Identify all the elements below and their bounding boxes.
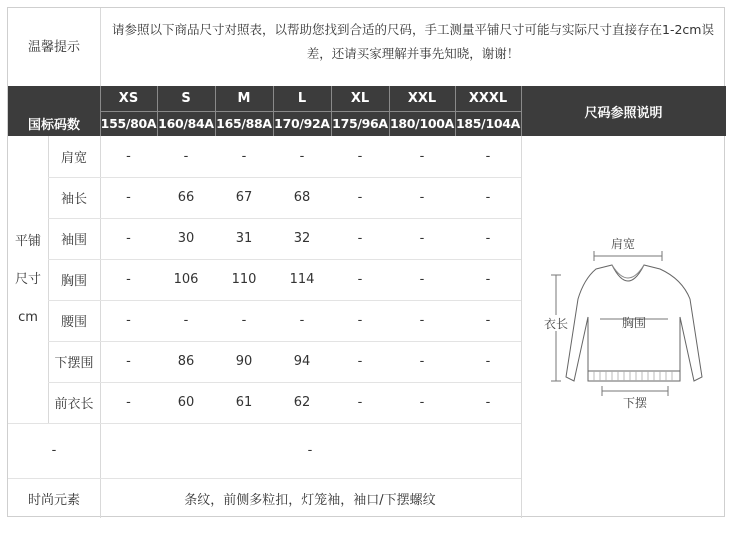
row-value: 30 [177,231,195,246]
row-value: 114 [289,272,315,287]
row-value: - [485,231,491,246]
row-value: - [126,313,131,328]
row-value: - [241,313,247,328]
row-value: 62 [293,395,311,410]
gb-code: 170/92A [274,116,330,131]
row-value: - [183,149,189,164]
row-value: - [419,231,425,246]
row-value: - [183,313,189,328]
extra-row-value: - [307,443,313,458]
row-value: 90 [235,354,253,369]
fashion-label: 时尚元素 [27,492,80,508]
size-m: M [237,91,251,106]
row-value: - [485,149,491,164]
row-value: 110 [231,272,257,287]
row-value: - [126,149,131,164]
row-name: 袖长 [60,192,87,207]
row-value: 68 [293,190,311,205]
row-value: - [299,149,305,164]
row-name: 下摆围 [54,356,94,371]
row-value: 31 [235,231,253,246]
grid-line [521,136,522,518]
row-value: - [419,313,425,328]
sweater-diagram [540,235,710,415]
row-value: - [357,149,363,164]
diagram-shoulder-label: 肩宽 [610,237,636,251]
diagram-chest-label: 胸围 [621,316,647,330]
header-divider [273,86,274,136]
row-value: - [357,313,363,328]
row-value: - [419,190,425,205]
header-divider [157,86,158,136]
size-xl: XL [350,91,370,106]
header-divider [100,86,101,136]
row-value: 66 [177,190,195,205]
flat-label-line: 尺寸 [14,271,41,287]
gb-code: 185/104A [455,116,521,131]
row-value: - [126,231,131,246]
row-value: - [126,354,131,369]
header-divider [455,86,456,136]
row-value: - [485,190,491,205]
row-name: 袖围 [60,233,87,248]
diagram-hem-label: 下摆 [622,396,648,410]
row-value: - [485,313,491,328]
row-value: - [419,395,425,410]
row-value: 106 [173,272,199,287]
row-value: - [357,395,363,410]
header-divider [389,86,390,136]
notice-text: 请参照以下商品尺寸对照表，以帮助您找到合适的尺码，手工测量平铺尺寸可能与实际尺寸直接存在1-2cm误差，还请买家理解并事先知晓，谢谢！ [112,22,714,61]
gb-code: 165/88A [216,116,272,131]
diagram-length-label: 衣长 [543,317,569,331]
gb-label: 国标码数 [27,118,80,133]
row-value: - [357,272,363,287]
size-xxl: XXL [407,91,437,106]
row-name: 前衣长 [54,397,94,412]
notice-label: 温馨提示 [27,40,80,55]
row-value: - [485,272,491,287]
row-value: 67 [235,190,253,205]
row-value: - [485,395,491,410]
row-value: 94 [293,354,311,369]
gb-code: 155/80A [100,116,157,131]
flat-label-line: cm [18,309,38,325]
row-value: - [419,272,425,287]
size-header [8,86,726,136]
gb-code: 180/100A [389,116,455,131]
row-name: 胸围 [60,274,87,289]
row-value: 60 [177,395,195,410]
size-xs: XS [118,91,139,106]
size-l: L [297,91,307,106]
size-s: S [181,91,191,106]
reference-title: 尺码参照说明 [584,105,663,121]
row-value: - [299,313,305,328]
row-name: 腰围 [60,315,87,330]
header-divider [215,86,216,136]
row-value: - [485,354,491,369]
flat-label-line: 平铺 [14,233,41,249]
extra-row-label: - [51,443,57,458]
gb-code: 175/96A [332,116,388,131]
row-value: - [126,190,131,205]
row-value: - [241,149,247,164]
row-value: 61 [235,395,253,410]
row-value: - [419,149,425,164]
row-value: - [357,354,363,369]
row-value: - [419,354,425,369]
row-name: 肩宽 [60,151,87,166]
row-value: 86 [177,354,195,369]
row-value: - [126,395,131,410]
header-divider [331,86,332,136]
row-value: - [126,272,131,287]
size-xxxl: XXXL [468,91,508,106]
flat-measure-label [8,136,48,423]
gb-code: 160/84A [158,116,214,131]
row-value: 32 [293,231,311,246]
row-value: - [357,231,363,246]
fashion-text: 条纹，前侧多粒扣，灯笼袖，袖口/下摆螺纹 [184,492,436,508]
row-value: - [357,190,363,205]
